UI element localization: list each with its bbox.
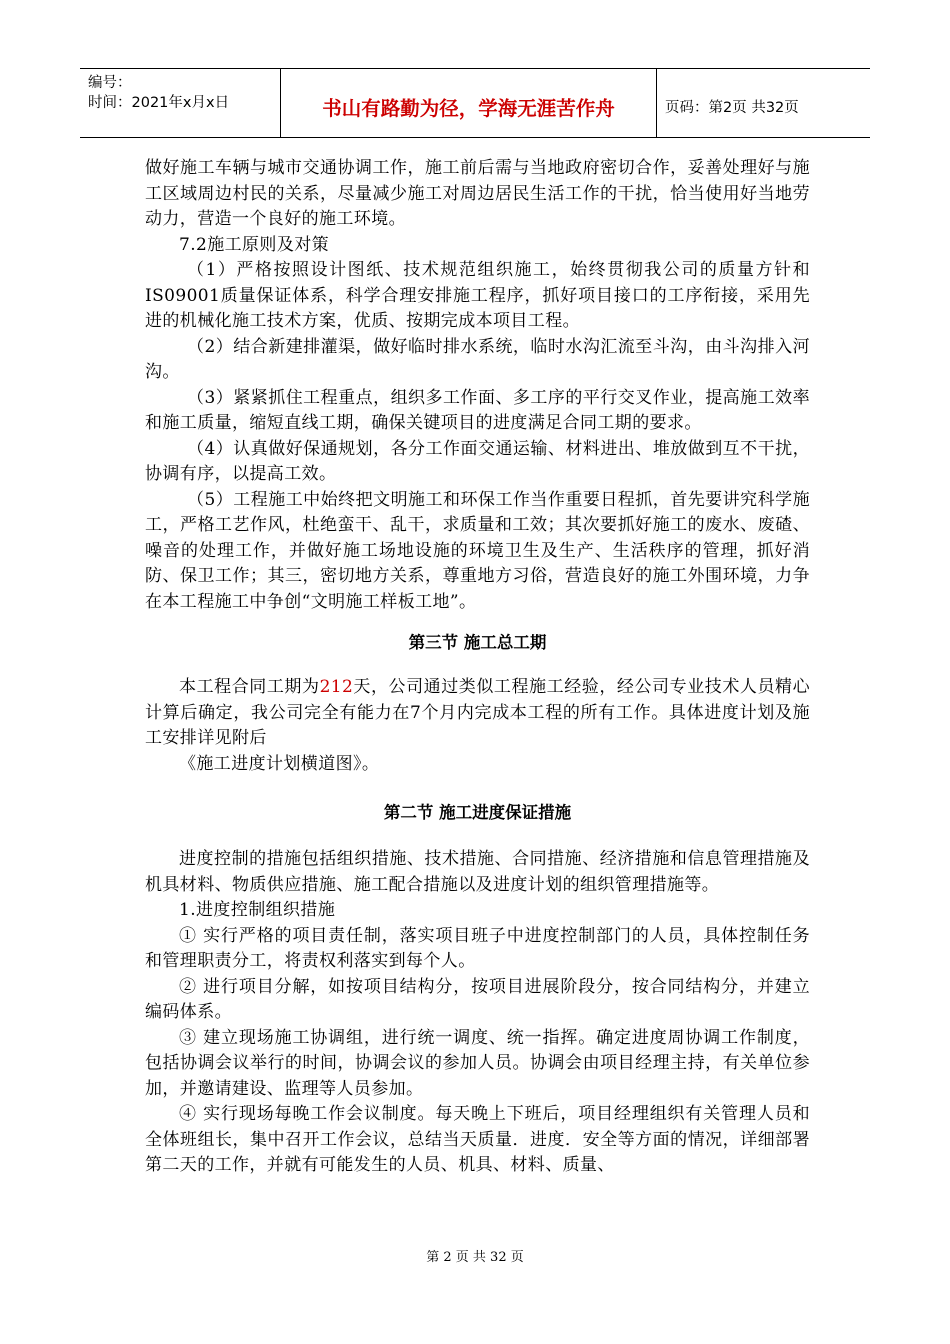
number-label: 编号： [88, 75, 132, 91]
header-table [80, 68, 870, 138]
duration-number: 212 [319, 677, 354, 697]
section-heading: 第二节 施工进度保证措施 [383, 803, 572, 822]
paragraph: ③ 建立现场施工协调组，进行统一调度、统一指挥。确定进度周协调工作制度，包括协调会议举行的时间，协调会议的参加人员。协调会由项目经理主持，有关单位参加，并邀请建设、监理等人员参加。 [145, 1027, 810, 1099]
page-footer: 第 2 页 共 32 页 [426, 1250, 524, 1265]
motto: 书山有路勤为径，学海无涯苦作舟 [281, 69, 657, 137]
date-label: 时间：2021年x月x日 [88, 95, 230, 111]
paragraph: ① 实行严格的项目责任制，落实项目班子中进度控制部门的人员，具体控制任务和管理职责分工，将责权利落实到每个人。 [145, 925, 810, 971]
paragraph: （5）工程施工中始终把文明施工和环保工作当作重要日程抓，首先要讲究科学施工，严格工艺作风，杜绝蛮干、乱干，求质量和工效；其次要抓好施工的废水、废碴、噪音的处理工作，并做好施工场地设施的环境卫生及生产、生活秩序的管理，抓好消防、保卫工作；其三，密切地方关系，尊重地方习俗，营造良好的施工外围环境，力争在本工程施工中争创“文明施工样板工地”。 [145, 489, 810, 612]
paragraph-text: 本工程合同工期为 [179, 677, 320, 697]
subsection-title: 1.进度控制组织措施 [179, 900, 336, 920]
paragraph: （1）严格按照设计图纸、技术规范组织施工，始终贯彻我公司的质量方针和IS09001质量保证体系，科学合理安排施工程序，抓好项目接口的工序衔接，采用先进的机械化施工技术方案，优质、按期完成本项目工程。 [145, 260, 810, 331]
paragraph: 《施工进度计划横道图》。 [179, 753, 380, 774]
paragraph: ② 进行项目分解，如按项目结构分，按项目进展阶段分，按合同结构分，并建立编码体系。 [145, 976, 810, 1022]
paragraph-text: 天，公司通过类似工程施工经验，经公司专业技术人员精心计算后确定，我公司完全有能力在7个月内完成本工程的所有工作。具体进度计划及施工安排详见附后 [145, 677, 811, 748]
document-body [145, 156, 810, 1179]
paragraph: 进度控制的措施包括组织措施、技术措施、合同措施、经济措施和信息管理措施及机具材料、物质供应措施、施工配合措施以及进度计划的组织管理措施等。 [145, 849, 810, 895]
page-label: 页码：第2页 共32页 [665, 99, 799, 116]
subsection-title: 7.2施工原则及对策 [179, 234, 330, 255]
header-left-cell [80, 69, 281, 137]
section-heading: 第三节 施工总工期 [408, 633, 547, 652]
paragraph: 做好施工车辆与城市交通协调工作，施工前后需与当地政府密切合作，妥善处理好与施工区域周边村民的关系，尽量减少施工对周边居民生活工作的干扰，恰当使用好当地劳动力，营造一个良好的施工环境。 [145, 158, 810, 229]
paragraph: （3）紧紧抓住工程重点，组织多工作面、多工序的平行交叉作业，提高施工效率和施工质量，缩短直线工期，确保关键项目的进度满足合同工期的要求。 [145, 387, 810, 433]
paragraph: （4）认真做好保通规划，各分工作面交通运输、材料进出、堆放做到互不干扰，协调有序，以提高工效。 [145, 438, 810, 484]
paragraph [145, 675, 810, 752]
paragraph: ④ 实行现场每晚工作会议制度。每天晚上下班后，项目经理组织有关管理人员和全体班组长，集中召开工作会议，总结当天质量．进度．安全等方面的情况，详细部署第二天的工作，并就有可能发生的人员、机具、材料、质量、 [145, 1104, 810, 1175]
paragraph: （2）结合新建排灌渠，做好临时排水系统，临时水沟汇流至斗沟，由斗沟排入河沟。 [145, 336, 810, 382]
